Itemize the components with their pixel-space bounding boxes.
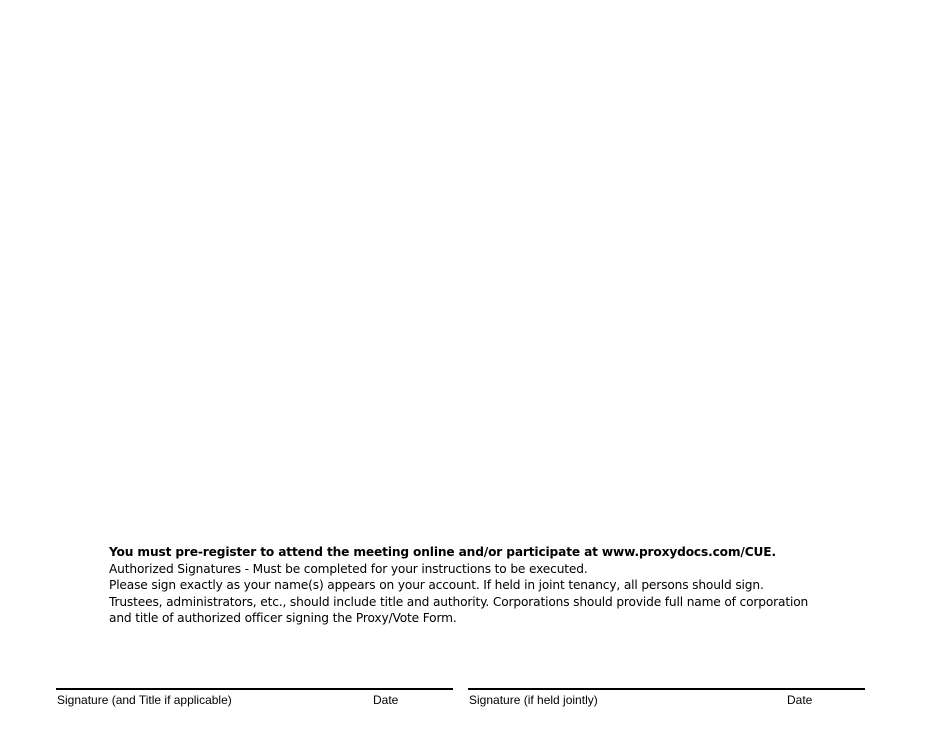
authorized-signatures-heading: Authorized Signatures - Must be completed for your instructions to be executed.: [109, 561, 588, 576]
primary-signature-label: Signature (and Title if applicable): [57, 693, 232, 707]
joint-signature-label: Signature (if held jointly): [469, 693, 598, 707]
preregister-notice: You must pre-register to attend the meeting online and/or participate at www.proxydocs.com/CUE.: [109, 545, 776, 559]
joint-date-label: Date: [787, 693, 813, 707]
primary-signature-line[interactable]: [56, 688, 453, 690]
joint-signature-line[interactable]: [468, 688, 865, 690]
signature-instructions: [109, 544, 809, 627]
signing-instructions-text: Please sign exactly as your name(s) appears on your account. If held in joint tenancy, all persons should sign. Trustees, administrators, etc., should include title and authority. Corporations should provide full name of corporation and title of authorized officer signing the Proxy/Vote Form.: [109, 578, 809, 626]
primary-date-label: Date: [373, 693, 399, 707]
